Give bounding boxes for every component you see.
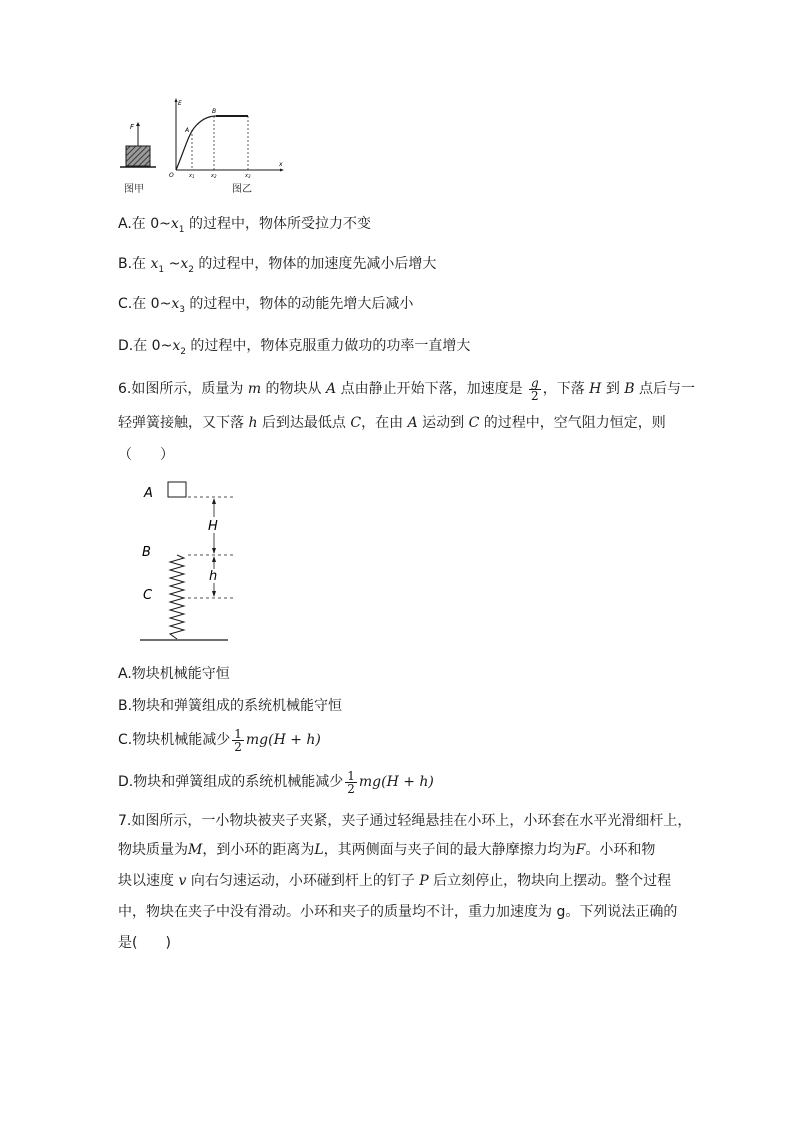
q5-option-a: A.在 $0\sim x_1$ 的过程中，物体所受拉力不变 <box>118 216 371 235</box>
q6-option-d: D.物块和弹簧组成的系统机械能减少 $\frac{1}{2}$ mg(H + h) <box>118 768 434 796</box>
label-b: B <box>142 545 151 560</box>
x-axis-label: x <box>279 161 283 168</box>
figure-spring <box>136 476 246 646</box>
q7-stem-line3: 块以速度 v 向右匀速运动，小环碰到杆上的钉子 P 后立刻停止，物块向上摆动。整个过程 <box>118 873 672 889</box>
fraction-one-half: $\frac{1}{2}$ <box>347 768 355 796</box>
q6-option-c: C.物块机械能减少 $\frac{1}{2}$ mg(H + h) <box>118 726 321 754</box>
q7-stem-line1: 7.如图所示，一小物块被夹子夹紧，夹子通过轻绳悬挂在小环上，小环套在水平光滑细杆上， <box>118 813 692 829</box>
dim-h-lower-arrow-top <box>212 556 216 562</box>
tick-x2-label: $x_2$ <box>211 173 217 179</box>
dim-h-lower-arrow-bottom <box>212 591 216 597</box>
caption-yi: 图乙 <box>232 184 252 195</box>
dim-h-upper-arrow-top <box>212 498 216 504</box>
tick-x3-label: $x_3$ <box>245 173 251 179</box>
q7-stem-line4: 中，物块在夹子中没有滑动。小环和夹子的质量均不计，重力加速度为 g。下列说法正确的 <box>118 904 678 920</box>
label-a: A <box>144 486 153 501</box>
origin-label: O <box>169 172 174 179</box>
label-h-upper: H <box>208 519 218 534</box>
energy-curve <box>176 116 216 170</box>
fraction-one-half: $\frac{1}{2}$ <box>234 726 242 754</box>
q5-option-b: B.在 $x_1$ $\sim x_2$ 的过程中，物体的加速度先减小后增大 <box>118 256 437 275</box>
figure-jia <box>118 118 162 174</box>
q7-stem-line2: 物块质量为M，到小环的距离为L，其两侧面与夹子间的最大静摩擦力均为F。小环和物 <box>118 842 656 858</box>
caption-jia: 图甲 <box>124 184 144 195</box>
e-axis-label: E <box>178 100 182 107</box>
q6-stem-line1: 6.如图所示，质量为 m 的物块从 A 点由静止开始下落，加速度是 $\frac{g}{2}$ ，下落 H 到 B 点后与一 <box>118 375 696 403</box>
fraction-g-over-2: $\frac{g}{2}$ <box>531 375 539 403</box>
label-h-lower: h <box>209 569 218 584</box>
block-a <box>168 482 186 497</box>
label-c: C <box>143 588 153 603</box>
q6-option-b: B.物块和弹簧组成的系统机械能守恒 <box>118 698 343 714</box>
q7-stem-line5: 是( ) <box>118 935 171 951</box>
point-b-label: B <box>212 108 217 115</box>
figure-yi <box>166 96 290 180</box>
q6-option-a: A.物块机械能守恒 <box>118 666 230 682</box>
tick-x1-label: $x_1$ <box>189 173 195 179</box>
dim-h-upper-arrow-bottom <box>212 548 216 554</box>
spring <box>170 555 184 639</box>
q6-stem-line2: 轻弹簧接触，又下落 h 后到达最低点 C，在由 A 运动到 C 的过程中，空气阻力恒定，则 <box>118 415 666 431</box>
block <box>126 146 150 166</box>
q5-option-d: D.在 $0\sim x_2$ 的过程中，物体克服重力做功的功率一直增大 <box>118 338 471 357</box>
q6-answer-blank: （ ） <box>118 447 174 463</box>
force-arrowhead <box>136 122 140 126</box>
x-axis-arrow <box>280 169 284 172</box>
point-a-label: A <box>185 127 190 134</box>
q5-option-c: C.在 $0\sim x_3$ 的过程中，物体的动能先增大后减小 <box>118 296 414 315</box>
force-label: F <box>130 123 135 131</box>
